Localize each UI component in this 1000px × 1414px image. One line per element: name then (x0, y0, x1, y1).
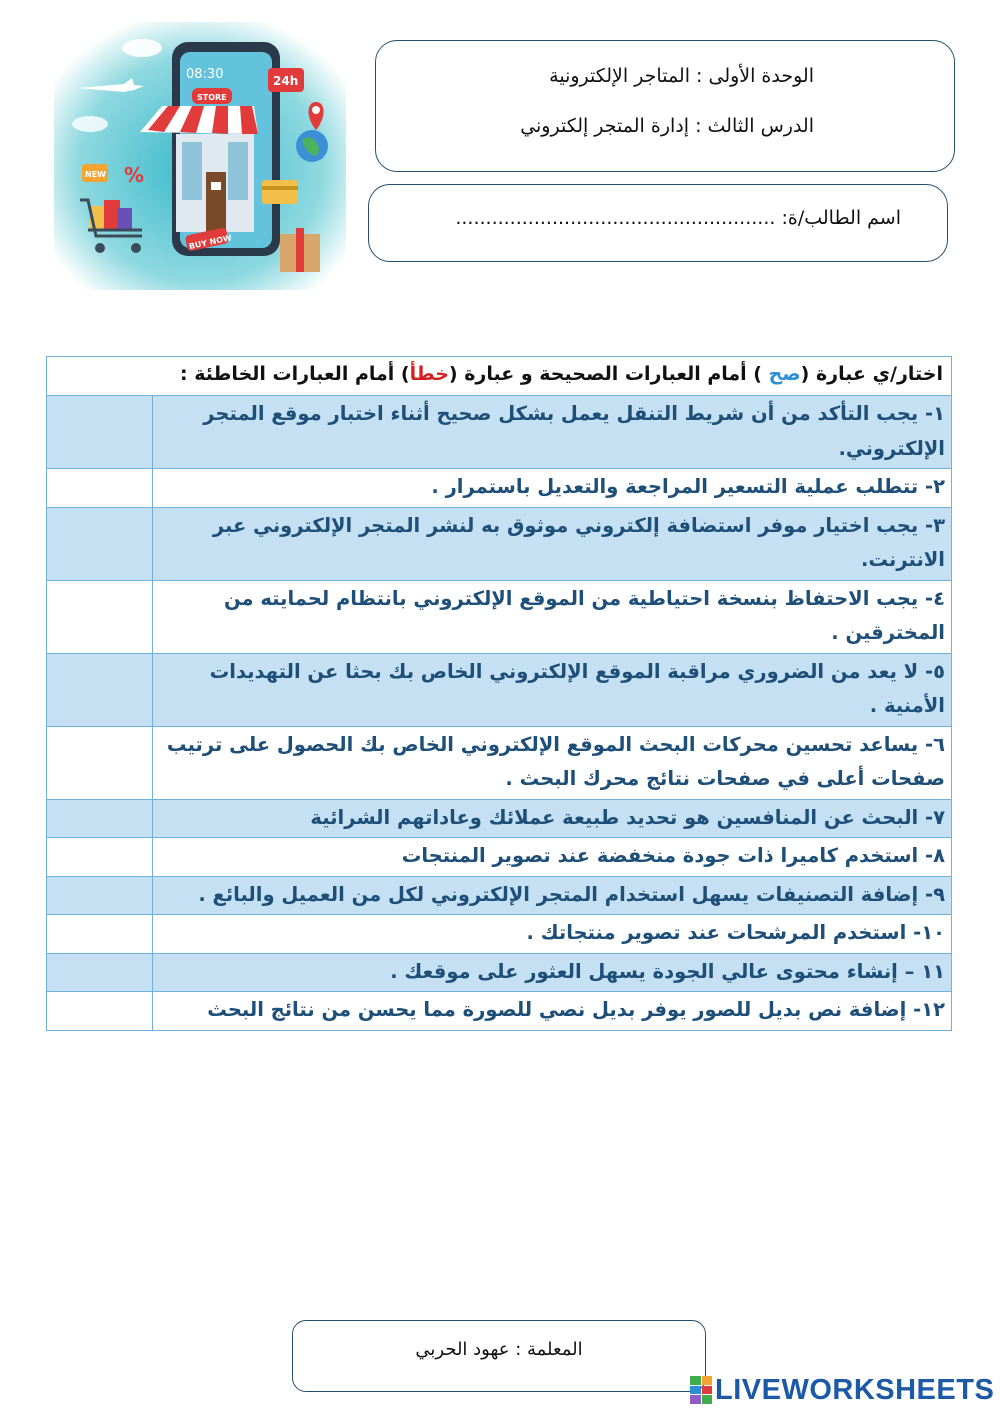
online-store-illustration (54, 22, 346, 290)
answer-cell[interactable] (47, 726, 153, 799)
table-row (47, 838, 952, 877)
liveworksheets-logo-icon (690, 1376, 712, 1404)
liveworksheets-text: LIVEWORKSHEETS (715, 1373, 995, 1406)
table-row (47, 396, 952, 469)
teacher-box (292, 1320, 706, 1392)
table-row (47, 799, 952, 838)
question-text: ١٢- إضافة نص بديل للصور يوفر بديل نصي للصورة مما يحسن من نتائج البحث (153, 992, 952, 1031)
lesson-title: الدرس الثالث : إدارة المتجر إلكتروني (520, 115, 814, 137)
teacher-name: المعلمة : عهود الحربي (415, 1339, 583, 1360)
question-text: ١٠- استخدم المرشحات عند تصوير منتجاتك . (153, 915, 952, 954)
table-row (47, 653, 952, 726)
answer-cell[interactable] (47, 396, 153, 469)
question-text: ٩- إضافة التصنيفات يسهل استخدام المتجر الإلكتروني لكل من العميل والبائع . (153, 876, 952, 915)
store-sign-text: STORE (197, 93, 227, 102)
table-row (47, 469, 952, 508)
answer-cell[interactable] (47, 838, 153, 877)
phone-time: 08:30 (186, 67, 224, 82)
question-text: ٤- يجب الاحتفاظ بنسخة احتياطية من الموقع الإلكتروني بانتظام لحمايته من المخترقين . (153, 580, 952, 653)
instructions (47, 357, 952, 396)
instructions-part3: ) أمام العبارات الخاطئة : (180, 363, 410, 385)
question-text: ٥- لا يعد من الضروري مراقبة الموقع الإلكتروني الخاص بك بحثا عن التهديدات الأمنية . (153, 653, 952, 726)
liveworksheets-logo[interactable] (690, 1372, 994, 1408)
question-text: ٦- يساعد تحسين محركات البحث الموقع الإلكتروني الخاص بك الحصول على ترتيب صفحات أعلى في صفحات نتائج محرك البحث . (153, 726, 952, 799)
table-row (47, 953, 952, 992)
table-row (47, 992, 952, 1031)
question-text: ٧- البحث عن المنافسين هو تحديد طبيعة عملائك وعاداتهم الشرائية (153, 799, 952, 838)
question-text: ١١ – إنشاء محتوى عالي الجودة يسهل العثور على موقعك . (153, 953, 952, 992)
answer-cell[interactable] (47, 915, 153, 954)
answer-cell[interactable] (47, 507, 153, 580)
student-name-label: اسم الطالب/ة: ..................................................... (455, 207, 901, 229)
false-word: خطأ (409, 363, 449, 385)
true-false-table (46, 356, 952, 1031)
badge-24h-text: 24h (273, 74, 299, 88)
answer-cell[interactable] (47, 580, 153, 653)
instructions-part1: اختار/ي عبارة ( (800, 363, 943, 385)
answer-cell[interactable] (47, 876, 153, 915)
answer-cell[interactable] (47, 469, 153, 508)
instructions-part2: ) أمام العبارات الصحيحة و عبارة ( (448, 363, 769, 385)
credit-card-icon (262, 180, 298, 204)
buy-now-text: BUY NOW (188, 233, 233, 252)
table-row (47, 507, 952, 580)
question-text: ٣- يجب اختيار موفر استضافة إلكتروني موثوق به لنشر المتجر الإلكتروني عبر الانترنت. (153, 507, 952, 580)
table-row (47, 726, 952, 799)
table-row (47, 876, 952, 915)
student-name-box[interactable] (368, 184, 948, 262)
question-text: ٨- استخدم كاميرا ذات جودة منخفضة عند تصوير المنتجات (153, 838, 952, 877)
answer-cell[interactable] (47, 653, 153, 726)
question-text: ٢- تتطلب عملية التسعير المراجعة والتعديل باستمرار . (153, 469, 952, 508)
instructions-row (47, 357, 952, 396)
answer-cell[interactable] (47, 953, 153, 992)
answer-cell[interactable] (47, 992, 153, 1031)
true-word: صح (768, 363, 801, 385)
new-tag-text: NEW (85, 170, 106, 179)
lesson-header-box (375, 40, 955, 172)
table-row (47, 915, 952, 954)
percent-icon: % (124, 163, 145, 187)
unit-title: الوحدة الأولى : المتاجر الإلكترونية (549, 65, 814, 87)
table-row (47, 580, 952, 653)
question-text: ١- يجب التأكد من أن شريط التنقل يعمل بشكل صحيح أثناء اختبار موقع المتجر الإلكتروني. (153, 396, 952, 469)
answer-cell[interactable] (47, 799, 153, 838)
